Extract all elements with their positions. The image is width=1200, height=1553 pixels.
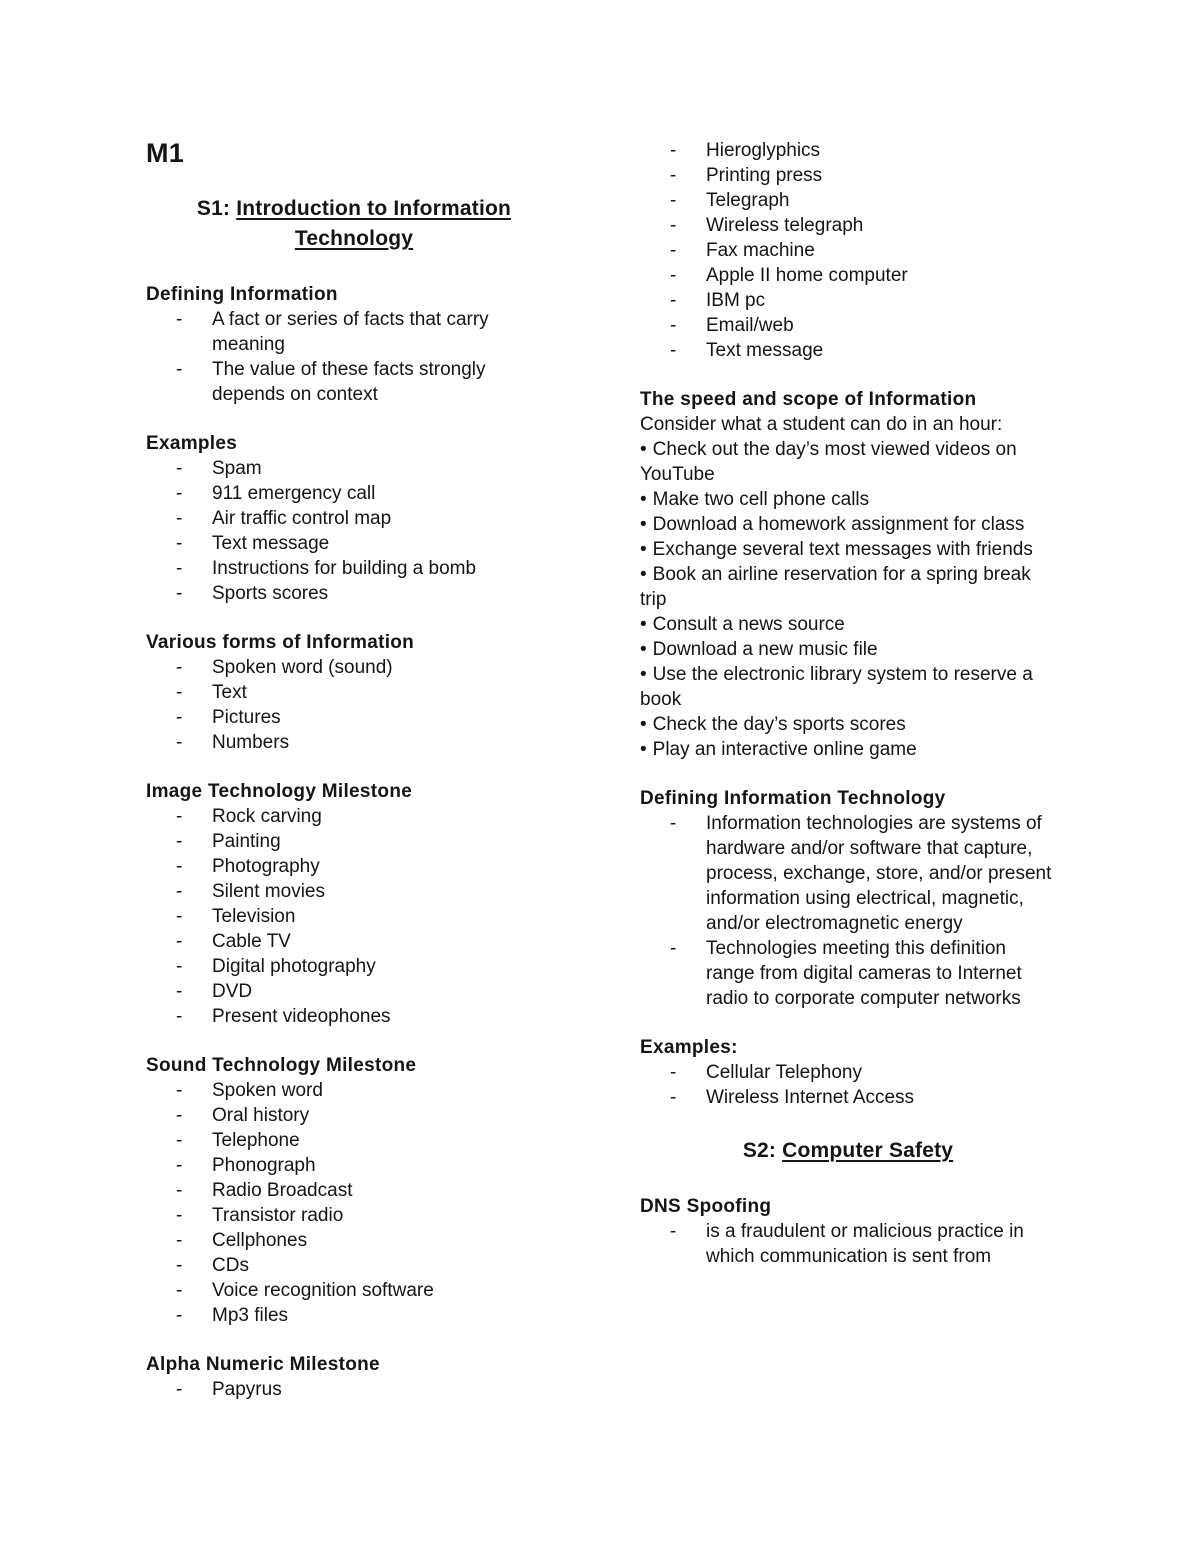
dash-marker: - xyxy=(176,657,183,678)
list-item-text: Telephone xyxy=(212,1130,300,1151)
list-item-text: Check out the day’s most viewed videos on YouTube xyxy=(640,439,1017,485)
list-item xyxy=(146,531,562,556)
list-item xyxy=(640,811,1056,936)
list-item-text: Radio Broadcast xyxy=(212,1180,353,1201)
list-item xyxy=(146,1377,562,1402)
list-item xyxy=(146,705,562,730)
list-item xyxy=(146,680,562,705)
list-item xyxy=(146,829,562,854)
dash-marker: - xyxy=(176,458,183,479)
dash-marker: - xyxy=(670,215,677,236)
block-heading: Defining Information xyxy=(146,284,338,305)
dash-marker: - xyxy=(670,265,677,286)
list-item xyxy=(146,904,562,929)
list-item-text: Cellular Telephony xyxy=(706,1062,862,1083)
dash-list xyxy=(146,307,562,407)
list-item xyxy=(640,737,1056,762)
block-heading: Examples xyxy=(146,433,238,454)
list-item-text: Spam xyxy=(212,458,262,479)
list-item xyxy=(146,456,562,481)
block-heading: DNS Spoofing xyxy=(640,1196,772,1217)
bullet-list xyxy=(640,437,1056,762)
list-item-text: Wireless Internet Access xyxy=(706,1087,915,1108)
list-item xyxy=(146,1228,562,1253)
dash-list xyxy=(640,1219,1056,1269)
list-item-text: Sports scores xyxy=(212,583,329,604)
list-item xyxy=(146,307,562,357)
list-item-text: Information technologies are systems of hardware and/or software that capture, process, exchange, store, and/or present information using electrical, magnetic, and/or electromagnetic energy xyxy=(706,813,1052,934)
list-item xyxy=(146,581,562,606)
list-item xyxy=(640,288,1056,313)
dash-marker: - xyxy=(176,1255,183,1276)
right-column xyxy=(640,138,1056,1293)
bullet-marker: • xyxy=(640,564,647,585)
list-item-text: Apple II home computer xyxy=(706,265,908,286)
left-column xyxy=(146,138,562,1426)
block-heading: Image Technology Milestone xyxy=(146,781,413,802)
list-item-text: Make two cell phone calls xyxy=(652,489,870,510)
dash-list xyxy=(146,1377,562,1402)
dash-list xyxy=(146,804,562,1029)
dash-marker: - xyxy=(176,1155,183,1176)
dash-marker: - xyxy=(670,813,677,834)
dash-marker: - xyxy=(176,1180,183,1201)
list-item xyxy=(146,730,562,755)
dash-marker: - xyxy=(176,359,183,380)
list-item xyxy=(640,1219,1056,1269)
list-item-text: Telegraph xyxy=(706,190,790,211)
list-item-text: Cellphones xyxy=(212,1230,308,1251)
list-item xyxy=(640,138,1056,163)
document-title: M1 xyxy=(146,138,185,168)
dash-marker: - xyxy=(176,881,183,902)
list-item-text: Text message xyxy=(212,533,330,554)
section-title-text: Computer Safety xyxy=(782,1139,954,1162)
list-item-text: Digital photography xyxy=(212,956,376,977)
dash-list xyxy=(640,811,1056,1011)
dash-marker: - xyxy=(176,931,183,952)
list-item-text: Play an interactive online game xyxy=(652,739,917,760)
list-item xyxy=(640,662,1056,712)
list-item xyxy=(146,1303,562,1328)
list-item xyxy=(146,954,562,979)
list-item xyxy=(146,879,562,904)
section-title xyxy=(640,1136,1056,1166)
list-item xyxy=(146,655,562,680)
list-item xyxy=(640,487,1056,512)
dash-marker: - xyxy=(176,1280,183,1301)
block-heading: The speed and scope of Information xyxy=(640,389,977,410)
list-item xyxy=(146,979,562,1004)
list-item-text: Wireless telegraph xyxy=(706,215,864,236)
dash-marker: - xyxy=(176,483,183,504)
list-item-text: Spoken word xyxy=(212,1080,323,1101)
list-item-text: Silent movies xyxy=(212,881,325,902)
dash-marker: - xyxy=(670,1087,677,1108)
dash-marker: - xyxy=(176,956,183,977)
dash-marker: - xyxy=(176,981,183,1002)
list-item-text: Download a new music file xyxy=(652,639,878,660)
bullet-marker: • xyxy=(640,489,647,510)
list-item-text: Oral history xyxy=(212,1105,310,1126)
dash-marker: - xyxy=(176,906,183,927)
list-item-text: Exchange several text messages with friends xyxy=(652,539,1033,560)
dash-marker: - xyxy=(176,1130,183,1151)
list-item xyxy=(146,357,562,407)
list-item xyxy=(640,637,1056,662)
list-item xyxy=(146,481,562,506)
list-item-text: Rock carving xyxy=(212,806,322,827)
list-item-text: Download a homework assignment for class xyxy=(652,514,1025,535)
list-item-text: Present videophones xyxy=(212,1006,391,1027)
list-item-text: Television xyxy=(212,906,296,927)
two-column-layout xyxy=(146,138,1056,1426)
dash-marker: - xyxy=(176,1230,183,1251)
list-item-text: Photography xyxy=(212,856,320,877)
bullet-marker: • xyxy=(640,664,647,685)
list-item xyxy=(640,437,1056,487)
bullet-marker: • xyxy=(640,614,647,635)
dash-marker: - xyxy=(176,1080,183,1101)
list-item-text: Hieroglyphics xyxy=(706,140,821,161)
list-item xyxy=(640,537,1056,562)
list-item-text: Voice recognition software xyxy=(212,1280,434,1301)
section-number: S2: xyxy=(742,1139,783,1162)
list-item xyxy=(146,1078,562,1103)
list-item xyxy=(146,556,562,581)
dash-marker: - xyxy=(176,1379,183,1400)
list-item xyxy=(146,804,562,829)
list-item xyxy=(640,213,1056,238)
list-item-text: 911 emergency call xyxy=(212,483,376,504)
dash-marker: - xyxy=(670,240,677,261)
list-item xyxy=(146,506,562,531)
block-heading: Various forms of Information xyxy=(146,632,415,653)
list-item-text: Book an airline reservation for a spring break trip xyxy=(640,564,1031,610)
list-item xyxy=(640,936,1056,1011)
dash-marker: - xyxy=(176,831,183,852)
dash-marker: - xyxy=(176,806,183,827)
list-item xyxy=(640,338,1056,363)
dash-marker: - xyxy=(176,1105,183,1126)
list-item-text: Text xyxy=(212,682,247,703)
dash-list xyxy=(146,1078,562,1328)
block-heading: Examples: xyxy=(640,1037,738,1058)
dash-marker: - xyxy=(670,1221,677,1242)
bullet-marker: • xyxy=(640,639,647,660)
dash-marker: - xyxy=(176,533,183,554)
list-item xyxy=(146,1178,562,1203)
list-item xyxy=(146,1004,562,1029)
list-item xyxy=(146,929,562,954)
list-item xyxy=(146,1278,562,1303)
block-heading: Alpha Numeric Milestone xyxy=(146,1354,380,1375)
list-item-text: Transistor radio xyxy=(212,1205,344,1226)
dash-marker: - xyxy=(176,682,183,703)
dash-marker: - xyxy=(670,938,677,959)
section-title-text: Introduction to Information Technology xyxy=(236,197,512,250)
dash-marker: - xyxy=(670,1062,677,1083)
list-item-text: Consult a news source xyxy=(652,614,845,635)
list-item-text: Numbers xyxy=(212,732,290,753)
dash-marker: - xyxy=(176,707,183,728)
list-item-text: Spoken word (sound) xyxy=(212,657,393,678)
section-title xyxy=(146,194,562,254)
list-item-text: A fact or series of facts that carry meaning xyxy=(212,309,489,355)
list-item xyxy=(640,313,1056,338)
list-item-text: CDs xyxy=(212,1255,249,1276)
list-item xyxy=(640,1085,1056,1110)
list-item xyxy=(146,1103,562,1128)
list-item xyxy=(640,238,1056,263)
list-item-text: Instructions for building a bomb xyxy=(212,558,477,579)
bullet-marker: • xyxy=(640,439,647,460)
list-item xyxy=(640,612,1056,637)
section-number: S1: xyxy=(196,197,237,220)
dash-marker: - xyxy=(670,315,677,336)
dash-marker: - xyxy=(670,290,677,311)
block-heading: Sound Technology Milestone xyxy=(146,1055,417,1076)
dash-marker: - xyxy=(670,340,677,361)
paragraph: Consider what a student can do in an hour: xyxy=(640,414,1003,435)
list-item-text: Pictures xyxy=(212,707,281,728)
dash-marker: - xyxy=(176,856,183,877)
list-item xyxy=(640,712,1056,737)
dash-marker: - xyxy=(176,1006,183,1027)
list-item-text: Technologies meeting this definition range from digital cameras to Internet radio to corporate computer networks xyxy=(706,938,1022,1009)
list-item xyxy=(640,163,1056,188)
list-item-text: Check the day’s sports scores xyxy=(652,714,906,735)
dash-marker: - xyxy=(176,1305,183,1326)
list-item-text: Fax machine xyxy=(706,240,815,261)
list-item-text: Mp3 files xyxy=(212,1305,289,1326)
dash-marker: - xyxy=(670,140,677,161)
block-heading: Defining Information Technology xyxy=(640,788,946,809)
dash-marker: - xyxy=(670,165,677,186)
dash-list xyxy=(640,138,1056,363)
list-item xyxy=(146,1253,562,1278)
list-item xyxy=(640,263,1056,288)
list-item-text: Cable TV xyxy=(212,931,291,952)
list-item xyxy=(640,1060,1056,1085)
list-item-text: Use the electronic library system to reserve a book xyxy=(640,664,1033,710)
list-item-text: Email/web xyxy=(706,315,794,336)
list-item-text: Phonograph xyxy=(212,1155,316,1176)
dash-marker: - xyxy=(176,558,183,579)
list-item xyxy=(146,1128,562,1153)
bullet-marker: • xyxy=(640,714,647,735)
dash-marker: - xyxy=(176,1205,183,1226)
list-item-text: is a fraudulent or malicious practice in which communication is sent from xyxy=(706,1221,1024,1267)
list-item xyxy=(640,188,1056,213)
dash-list xyxy=(146,456,562,606)
dash-marker: - xyxy=(670,190,677,211)
list-item xyxy=(640,512,1056,537)
dash-marker: - xyxy=(176,583,183,604)
list-item-text: Air traffic control map xyxy=(212,508,392,529)
dash-marker: - xyxy=(176,732,183,753)
list-item-text: DVD xyxy=(212,981,253,1002)
bullet-marker: • xyxy=(640,739,647,760)
list-item xyxy=(146,1203,562,1228)
list-item-text: Papyrus xyxy=(212,1379,282,1400)
list-item-text: IBM pc xyxy=(706,290,766,311)
dash-list xyxy=(146,655,562,755)
list-item-text: The value of these facts strongly depends on context xyxy=(212,359,486,405)
list-item-text: Text message xyxy=(706,340,824,361)
list-item xyxy=(146,854,562,879)
dash-list xyxy=(640,1060,1056,1110)
list-item-text: Printing press xyxy=(706,165,823,186)
dash-marker: - xyxy=(176,309,183,330)
list-item xyxy=(146,1153,562,1178)
list-item xyxy=(640,562,1056,612)
bullet-marker: • xyxy=(640,539,647,560)
bullet-marker: • xyxy=(640,514,647,535)
dash-marker: - xyxy=(176,508,183,529)
list-item-text: Painting xyxy=(212,831,281,852)
